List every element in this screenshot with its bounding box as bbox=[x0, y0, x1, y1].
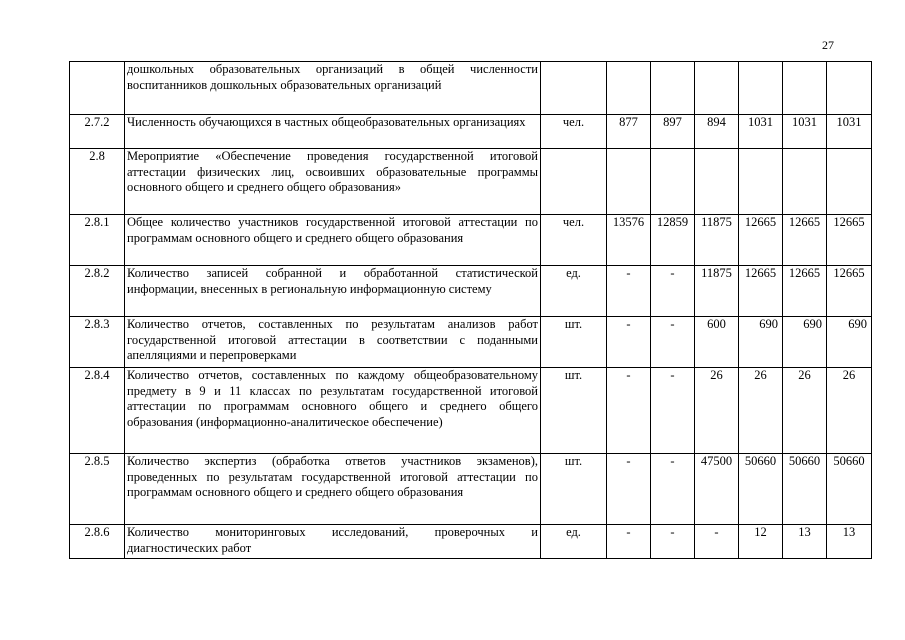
row-number: 2.8.1 bbox=[70, 215, 125, 266]
value-cell bbox=[783, 62, 827, 115]
value-cell: 897 bbox=[651, 115, 695, 149]
row-number bbox=[70, 62, 125, 115]
unit-cell: чел. bbox=[541, 115, 607, 149]
indicator-name: Количество отчетов, составленных по каждому общеобразовательному предмету в 9 и 11 классах по результатам государственной итоговой аттестации по программам основного общего и среднего общего образования (информационно-аналитическое обеспечение) bbox=[125, 368, 541, 454]
value-cell: - bbox=[651, 525, 695, 559]
value-cell bbox=[827, 149, 872, 215]
indicator-name: Численность обучающихся в частных общеобразовательных организациях bbox=[125, 115, 541, 149]
row-number: 2.7.2 bbox=[70, 115, 125, 149]
value-cell: 26 bbox=[739, 368, 783, 454]
indicator-name: Мероприятие «Обеспечение проведения государственной итоговой аттестации физических лиц, освоивших образовательные программы основного общего и среднего общего образования» bbox=[125, 149, 541, 215]
indicator-name: Количество экспертиз (обработка ответов участников экзаменов), проведенных по результатам государственной итоговой аттестации по программам основного общего и среднего общего образования bbox=[125, 454, 541, 525]
value-cell: 26 bbox=[783, 368, 827, 454]
value-cell: 894 bbox=[695, 115, 739, 149]
table-row bbox=[70, 149, 872, 215]
value-cell bbox=[607, 62, 651, 115]
value-cell: 690 bbox=[739, 317, 783, 368]
unit-cell: шт. bbox=[541, 317, 607, 368]
value-cell bbox=[695, 62, 739, 115]
value-cell: 50660 bbox=[827, 454, 872, 525]
value-cell bbox=[607, 149, 651, 215]
value-cell: 12665 bbox=[827, 215, 872, 266]
table-row bbox=[70, 266, 872, 317]
value-cell: 690 bbox=[783, 317, 827, 368]
value-cell: 50660 bbox=[739, 454, 783, 525]
value-cell: - bbox=[651, 317, 695, 368]
value-cell bbox=[827, 62, 872, 115]
value-cell: - bbox=[695, 525, 739, 559]
value-cell: 12665 bbox=[783, 215, 827, 266]
indicator-name: Общее количество участников государственной итоговой аттестации по программам основного общего и среднего общего образования bbox=[125, 215, 541, 266]
page-number: 27 bbox=[822, 38, 834, 52]
table-row bbox=[70, 115, 872, 149]
table-row bbox=[70, 368, 872, 454]
indicator-name: дошкольных образовательных организаций в общей численности воспитанников дошкольных образовательных организаций bbox=[125, 62, 541, 115]
value-cell: 877 bbox=[607, 115, 651, 149]
unit-cell: шт. bbox=[541, 368, 607, 454]
value-cell: - bbox=[607, 525, 651, 559]
value-cell: 12665 bbox=[739, 266, 783, 317]
indicator-name: Количество записей собранной и обработанной статистической информации, внесенных в региональную информационную систему bbox=[125, 266, 541, 317]
value-cell: - bbox=[651, 368, 695, 454]
value-cell: 13576 bbox=[607, 215, 651, 266]
value-cell: 11875 bbox=[695, 215, 739, 266]
value-cell: 12665 bbox=[783, 266, 827, 317]
value-cell: - bbox=[607, 368, 651, 454]
value-cell: 13 bbox=[827, 525, 872, 559]
value-cell: 26 bbox=[827, 368, 872, 454]
value-cell: 1031 bbox=[783, 115, 827, 149]
value-cell: 600 bbox=[695, 317, 739, 368]
row-number: 2.8.3 bbox=[70, 317, 125, 368]
value-cell: 1031 bbox=[739, 115, 783, 149]
value-cell bbox=[651, 149, 695, 215]
row-number: 2.8.5 bbox=[70, 454, 125, 525]
indicator-name: Количество отчетов, составленных по результатам анализов работ государственной итоговой аттестации в соответствии с поданными апелляциями и перепроверками bbox=[125, 317, 541, 368]
unit-cell: шт. bbox=[541, 454, 607, 525]
value-cell: 13 bbox=[783, 525, 827, 559]
table-row bbox=[70, 215, 872, 266]
value-cell: - bbox=[607, 317, 651, 368]
value-cell: 12665 bbox=[827, 266, 872, 317]
unit-cell bbox=[541, 149, 607, 215]
table-row bbox=[70, 454, 872, 525]
value-cell bbox=[695, 149, 739, 215]
unit-cell: ед. bbox=[541, 266, 607, 317]
value-cell: 50660 bbox=[783, 454, 827, 525]
value-cell: 47500 bbox=[695, 454, 739, 525]
value-cell: - bbox=[607, 454, 651, 525]
value-cell: 690 bbox=[827, 317, 872, 368]
row-number: 2.8.4 bbox=[70, 368, 125, 454]
value-cell bbox=[739, 149, 783, 215]
value-cell: - bbox=[607, 266, 651, 317]
value-cell bbox=[651, 62, 695, 115]
table-row bbox=[70, 62, 872, 115]
value-cell: 1031 bbox=[827, 115, 872, 149]
value-cell: 12665 bbox=[739, 215, 783, 266]
value-cell bbox=[739, 62, 783, 115]
value-cell: 26 bbox=[695, 368, 739, 454]
value-cell bbox=[783, 149, 827, 215]
value-cell: - bbox=[651, 266, 695, 317]
table-row bbox=[70, 317, 872, 368]
row-number: 2.8 bbox=[70, 149, 125, 215]
unit-cell bbox=[541, 62, 607, 115]
indicator-name: Количество мониторинговых исследований, проверочных и диагностических работ bbox=[125, 525, 541, 559]
table-row bbox=[70, 525, 872, 559]
unit-cell: ед. bbox=[541, 525, 607, 559]
value-cell: 12859 bbox=[651, 215, 695, 266]
value-cell: - bbox=[651, 454, 695, 525]
row-number: 2.8.2 bbox=[70, 266, 125, 317]
row-number: 2.8.6 bbox=[70, 525, 125, 559]
indicators-table bbox=[69, 61, 872, 559]
value-cell: 12 bbox=[739, 525, 783, 559]
value-cell: 11875 bbox=[695, 266, 739, 317]
unit-cell: чел. bbox=[541, 215, 607, 266]
